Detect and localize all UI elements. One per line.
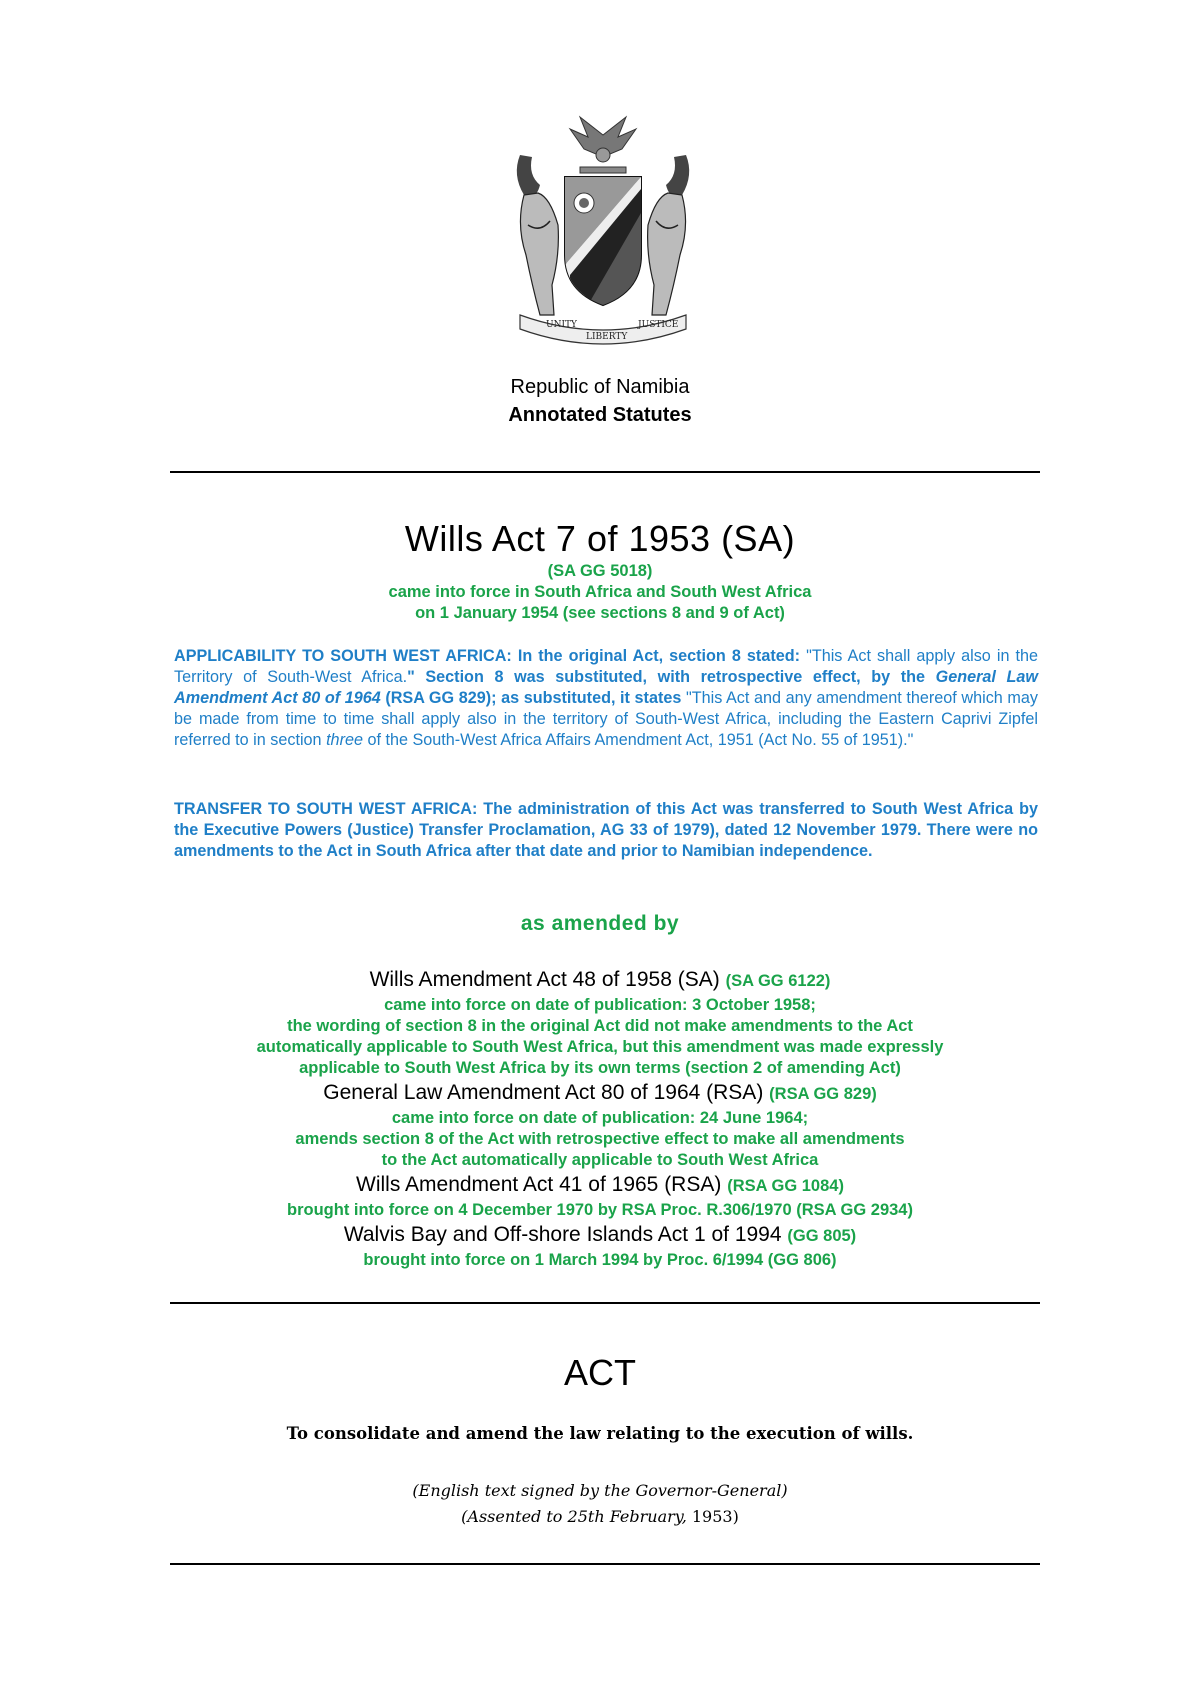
amendment-note: to the Act automatically applicable to South West Africa bbox=[381, 1151, 819, 1169]
amendment-note: automatically applicable to South West Africa, but this amendment was made expressly bbox=[256, 1038, 944, 1056]
assent-date: (Assented to 25th February, bbox=[461, 1507, 687, 1526]
amending-act-gazette: (RSA GG 829) bbox=[769, 1085, 877, 1103]
amending-act-name: Wills Amendment Act 48 of 1958 (SA) bbox=[369, 968, 720, 991]
amending-act-name: Wills Amendment Act 41 of 1965 (RSA) bbox=[356, 1173, 722, 1196]
section-number-word: three bbox=[326, 731, 363, 749]
applicability-note bbox=[174, 646, 1038, 751]
amending-act-1 bbox=[0, 966, 1200, 995]
motto-justice: JUSTICE bbox=[638, 320, 679, 330]
amendment-note: brought into force on 1 March 1994 by Proc. 6/1994 (GG 806) bbox=[363, 1251, 837, 1269]
divider bbox=[170, 1302, 1040, 1304]
amendment-note: brought into force on 4 December 1970 by RSA Proc. R.306/1970 (RSA GG 2934) bbox=[287, 1201, 913, 1219]
original-section-8-quote: "This Act shall apply also in the Territory of South-West Africa. bbox=[174, 647, 1039, 686]
act-title: Wills Act 7 of 1953 (SA) bbox=[404, 518, 796, 559]
assent-year: 1953) bbox=[686, 1507, 739, 1526]
substitution-gazette: (RSA GG 829); as substituted, it states bbox=[380, 689, 682, 707]
substituting-act-name: General Law Amendment Act 80 of 1964 bbox=[174, 668, 1039, 707]
motto-liberty: LIBERTY bbox=[586, 332, 628, 342]
amending-act-name: Walvis Bay and Off-shore Islands Act 1 of 1994 bbox=[343, 1223, 782, 1246]
amendment-list bbox=[0, 966, 1200, 1271]
signed-by-line: (English text signed by the Governor-General) bbox=[412, 1481, 788, 1500]
series-label: Annotated Statutes bbox=[508, 404, 692, 426]
motto-unity: UNITY bbox=[546, 320, 577, 330]
divider bbox=[170, 471, 1040, 473]
commencement-line-2: on 1 January 1954 (see sections 8 and 9 of Act) bbox=[415, 604, 785, 622]
amending-act-gazette: (SA GG 6122) bbox=[725, 972, 831, 990]
applicability-heading: APPLICABILITY TO SOUTH WEST AFRICA: In the original Act, section 8 stated: bbox=[174, 647, 801, 665]
substituted-section-8-quote-end: of the South-West Africa Affairs Amendment Act, 1951 (Act No. 55 of 1951)." bbox=[362, 731, 914, 749]
amended-by-heading: as amended by bbox=[520, 912, 680, 935]
amendment-note: came into force on date of publication: 3 October 1958; bbox=[384, 996, 816, 1014]
act-heading: ACT bbox=[564, 1352, 636, 1393]
signing-note bbox=[0, 1478, 1200, 1530]
substitution-note: " Section 8 was substituted, with retrospective effect, by the bbox=[407, 668, 936, 686]
amending-act-gazette: (GG 805) bbox=[787, 1227, 857, 1245]
amendment-note: came into force on date of publication: 24 June 1964; bbox=[391, 1109, 809, 1127]
namibia-coat-of-arms-icon bbox=[510, 115, 696, 347]
assent-line bbox=[0, 1504, 1200, 1530]
amendment-note: amends section 8 of the Act with retrospective effect to make all amendments bbox=[295, 1130, 905, 1148]
amending-act-name: General Law Amendment Act 80 of 1964 (RSA) bbox=[323, 1081, 764, 1104]
amending-act-3 bbox=[0, 1171, 1200, 1200]
amendment-note: applicable to South West Africa by its own terms (section 2 of amending Act) bbox=[299, 1059, 901, 1077]
commencement-line-1: came into force in South Africa and South West Africa bbox=[388, 583, 812, 601]
substituted-section-8-quote: "This Act and any amendment thereof which may be made from time to time shall apply also in the territory of South-West Africa, including the Eastern Caprivi Zipfel referred to in section bbox=[174, 689, 1038, 749]
divider bbox=[170, 1563, 1040, 1565]
long-title: To consolidate and amend the law relating to the execution of wills. bbox=[286, 1424, 914, 1443]
transfer-note: TRANSFER TO SOUTH WEST AFRICA: The administration of this Act was transferred to South West Africa by the Executive Powers (Justice) Transfer Proclamation, AG 33 of 1979), dated 12 November 1979. There were no amendments to the Act in South Africa after that date and prior to Namibian independence. bbox=[174, 800, 1038, 860]
gazette-reference: (SA GG 5018) bbox=[547, 562, 653, 580]
amending-act-gazette: (RSA GG 1084) bbox=[727, 1177, 844, 1195]
amendment-note: the wording of section 8 in the original Act did not make amendments to the Act bbox=[287, 1017, 913, 1035]
amending-act-2 bbox=[0, 1079, 1200, 1108]
amending-act-4 bbox=[0, 1221, 1200, 1250]
republic-label: Republic of Namibia bbox=[510, 376, 690, 398]
